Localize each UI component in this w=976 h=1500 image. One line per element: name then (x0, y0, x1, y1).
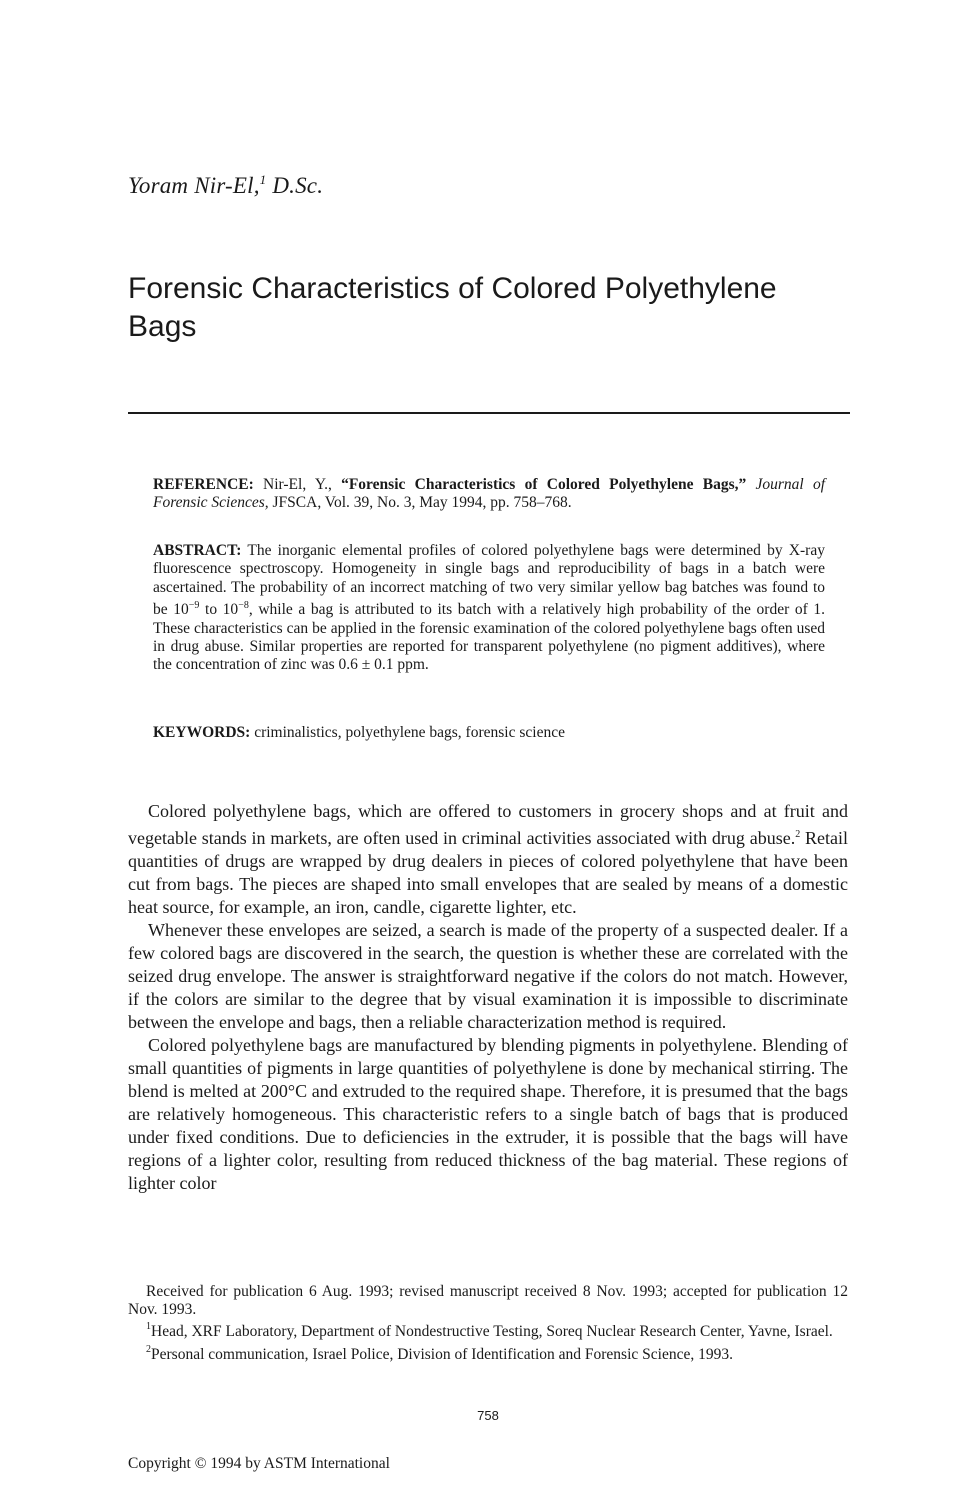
abstract-label: ABSTRACT: (153, 542, 242, 559)
body-paragraph-3: Colored polyethylene bags are manufactured by blending pigments in polyethylene. Blending of small quantities of pigments in large quantities of polyethylene is done by mechanical stirring. The blend is melted at 200°C and extruded to the required shape. Therefore, it is presumed that the bags are relatively homogeneous. This characteristic refers to a single batch of bags that is produced under fixed conditions. Due to deficiencies in the extruder, it is possible that the bags will have regions of a lighter color, resulting from reduced thickness of the bag material. These regions of lighter color (128, 1035, 848, 1193)
abstract-text-3: , while a bag is attributed to its batch with a relatively high probability of the order of 1. These characteristics can be applied in the forensic examination of the colored polyethylene bags often used in drug abuse. Similar properties are reported for transparent polyethylene (no pigment additives), where the concentration of zinc was 0.6 ± 0.1 ppm. (153, 601, 826, 674)
page-number: 758 (477, 1408, 499, 1423)
body-footnote-ref-2: 2 (795, 829, 801, 840)
abstract-exponent-2: −8 (238, 600, 249, 612)
abstract-block (153, 542, 825, 675)
reference-block (153, 476, 825, 513)
abstract-text-2: to 10 (205, 601, 239, 619)
author-affiliation-mark: 1 (259, 172, 267, 187)
author-name: Yoram Nir-El, (128, 173, 260, 198)
keywords-block (153, 724, 825, 742)
reference-details: JFSCA, Vol. 39, No. 3, May 1994, pp. 758–768. (272, 494, 572, 512)
body-paragraph-1-a: Colored polyethylene bags, which are offered to customers in grocery shops and at fruit and vegetable stands in markets, are often used in criminal activities associated with drug abuse. (128, 801, 848, 848)
body-paragraph-2: Whenever these envelopes are seized, a search is made of the property of a suspected dealer. If a few colored bags are discovered in the search, the question is whether these are correlated with the seized drug envelope. The answer is straightforward negative if the colors do not match. However, if the colors are similar to the degree that by visual examination it is impossible to discriminate between the envelope and bags, then a reliable characterization method is required. (128, 920, 848, 1032)
footnote-received: Received for publication 6 Aug. 1993; revised manuscript received 8 Nov. 1993; accepted for publication 12 Nov. 1993. (128, 1283, 848, 1318)
keywords-text: criminalistics, polyethylene bags, forensic science (254, 724, 565, 741)
reference-journal: Journal of Forensic Sciences, (153, 476, 826, 512)
reference-label: REFERENCE: (153, 476, 254, 493)
title-divider (128, 412, 850, 414)
footnote-2-mark: 2 (146, 1343, 151, 1355)
footnote-2 (128, 1341, 848, 1364)
footnote-1-mark: 1 (146, 1321, 151, 1332)
footnote-2-text: Personal communication, Israel Police, Division of Identification and Forensic Science, 1993. (151, 1345, 733, 1363)
copyright-notice: Copyright © 1994 by ASTM International (128, 1455, 390, 1472)
reference-paper-title: “Forensic Characteristics of Colored Polyethylene Bags,” (341, 476, 747, 493)
body-paragraph-1 (128, 800, 848, 919)
footnotes (128, 1283, 848, 1363)
abstract-exponent-1: −9 (188, 600, 200, 612)
author-line (128, 172, 323, 199)
author-degree: D.Sc. (272, 173, 324, 198)
reference-authors: Nir-El, Y., (263, 476, 332, 493)
paper-title: Forensic Characteristics of Colored Polyethylene Bags (128, 272, 777, 343)
footnote-1 (128, 1318, 848, 1341)
body-paragraph-1-b: Retail quantities of drugs are wrapped by drug dealers in pieces of colored polyethylene that have been cut from bags. The pieces are shaped into small envelopes that are sealed by means of a domestic heat source, for example, an iron, candle, cigarette lighter, etc. (128, 828, 848, 917)
body-text (128, 800, 848, 1195)
keywords-label: KEYWORDS: (153, 724, 251, 741)
footnote-1-text: Head, XRF Laboratory, Department of Nondestructive Testing, Soreq Nuclear Research Center, Yavne, Israel. (151, 1323, 833, 1340)
abstract-text-1: The inorganic elemental profiles of colored polyethylene bags were determined by X-ray fluorescence spectroscopy. Homogeneity in single bags and reproducibility of bags in a batch were ascertained. The probability of an incorrect matching of two very similar yellow bag batches was found to be 10 (153, 542, 825, 619)
